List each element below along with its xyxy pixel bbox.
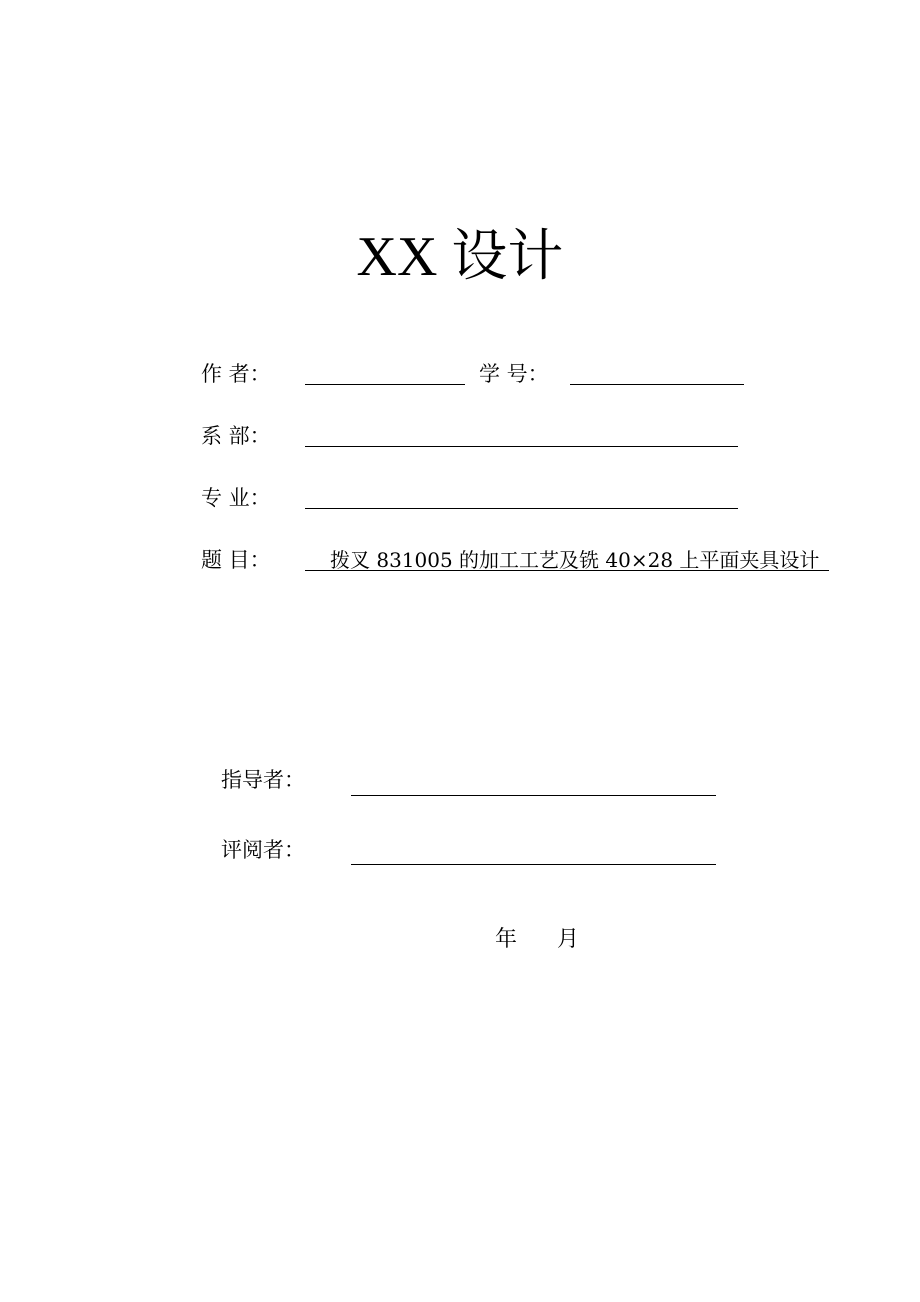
subject-underline [305, 570, 829, 571]
department-label: 系 部： [201, 424, 271, 448]
major-label: 专 业： [201, 486, 271, 510]
reviewer-underline [351, 864, 716, 865]
reviewer-label: 评阅者： [221, 838, 305, 862]
author-label: 作 者： [201, 362, 271, 386]
page-title: XX 设计 [356, 226, 564, 288]
advisor-label: 指导者： [221, 768, 305, 792]
student-id-underline [570, 384, 744, 385]
subject-label: 题 目： [201, 548, 271, 572]
department-underline [305, 446, 738, 447]
author-underline [305, 384, 465, 385]
advisor-underline [351, 795, 716, 796]
major-underline [305, 508, 738, 509]
year-label: 年 [495, 927, 518, 952]
subject-value: 拨叉 831005 的加工工艺及铣 40×28 上平面夹具设计 [330, 548, 820, 572]
month-label: 月 [557, 927, 580, 952]
student-id-label: 学 号： [479, 362, 549, 386]
